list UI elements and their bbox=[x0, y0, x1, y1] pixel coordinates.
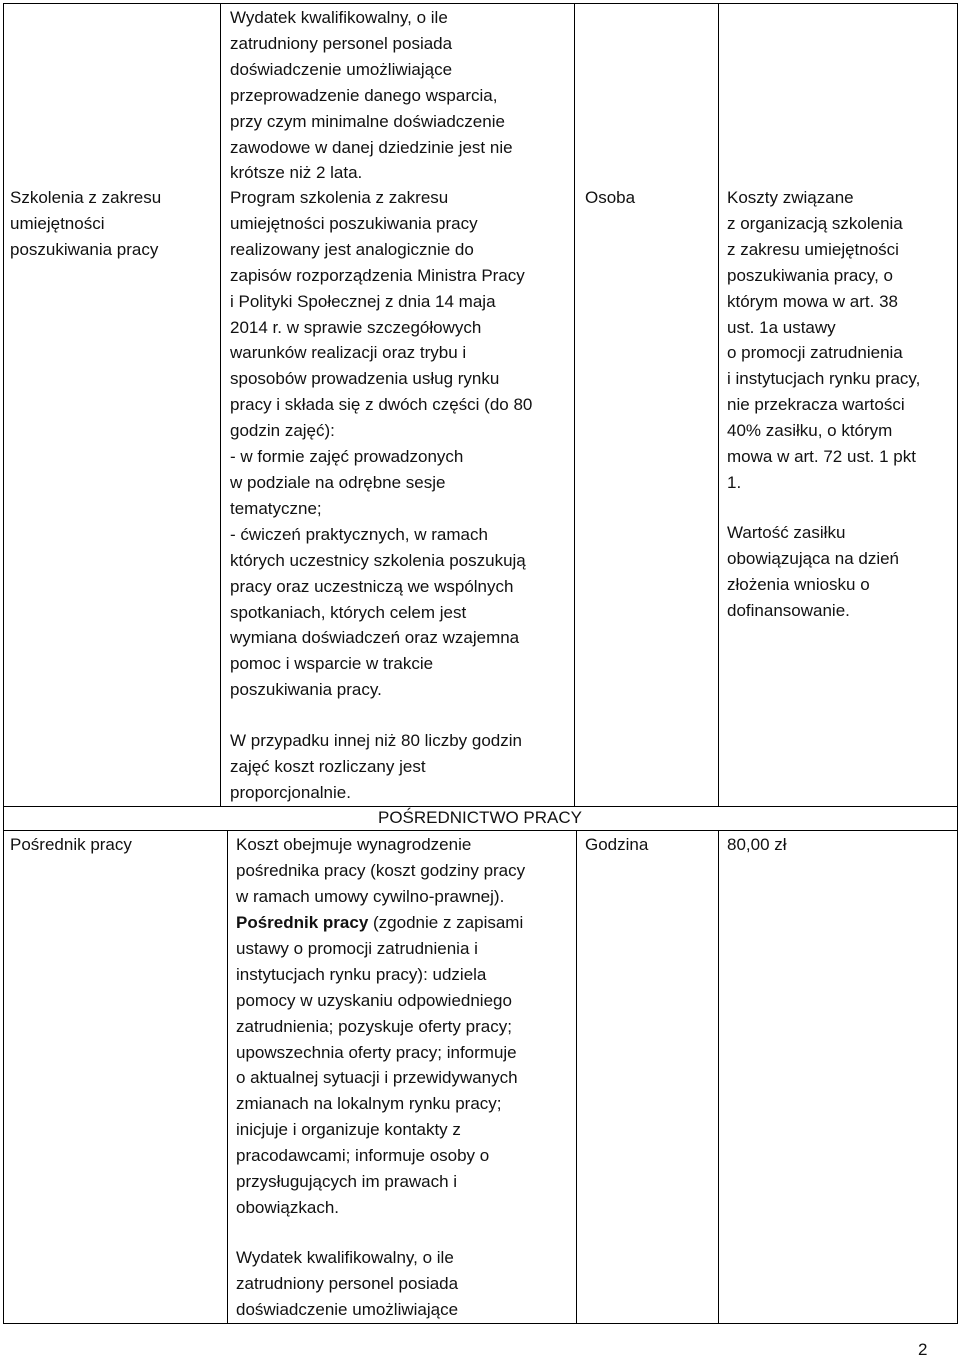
row2-role-text: (zgodnie z zapisami ustawy o promocji zatrudnienia i instytucjach rynku pracy): udziela pomocy w uzyskaniu odpowiedniego zatrudnienia; pozyskuje oferty pracy; upowszechnia oferty pracy; informuje o aktualnej sytuacji i przewidywanych zmianach na lokalnym rynku pracy; inicjuje i organizuje kontakty z pracodawcami; informuje osoby o przysługujących im prawach i obowiązkach. bbox=[236, 913, 524, 1217]
row1-unit-cell: Osoba bbox=[585, 188, 636, 207]
row1-col-divider-3 bbox=[718, 3, 719, 806]
page-number: 2 bbox=[918, 1340, 928, 1359]
row1-price-note: Wartość zasiłku obowiązująca na dzień złożenia wniosku o dofinansowanie. bbox=[727, 523, 900, 620]
row2-col-divider-3 bbox=[718, 830, 719, 1323]
section-header-posrednictwo: POŚREDNICTWO PRACY bbox=[377, 808, 583, 827]
row2-col-divider-1 bbox=[227, 830, 228, 1323]
row1-name-cell: Szkolenia z zakresu umiejętności poszukiwania pracy bbox=[10, 188, 162, 259]
row2-unit-cell: Godzina bbox=[585, 835, 649, 854]
row2-description-cost: Koszt obejmuje wynagrodzenie pośrednika pracy (koszt godziny pracy w ramach umowy cywilno-prawnej). bbox=[236, 835, 526, 906]
row1-price-cell: Koszty związane z organizacją szkolenia z zakresu umiejętności poszukiwania pracy, o którym mowa w art. 38 ust. 1a ustawy o promocji zatrudnienia i instytucjach rynku pracy, nie przekracza wartości 40% zasiłku, o którym mowa w art. 72 ust. 1 pkt 1. bbox=[727, 188, 921, 492]
row2-col-divider-2 bbox=[576, 830, 577, 1323]
row1-col-divider-2 bbox=[574, 3, 575, 806]
row2-description-qualification: Wydatek kwalifikowalny, o ile zatrudniony personel posiada doświadczenie umożliwiające bbox=[236, 1248, 459, 1319]
row1-description-hours: W przypadku innej niż 80 liczby godzin zajęć koszt rozliczany jest proporcjonalnie. bbox=[230, 731, 522, 802]
row1-description-program: Program szkolenia z zakresu umiejętności poszukiwania pracy realizowany jest analogicznie do zapisów rozporządzenia Ministra Pracy i Polityki Społecznej z dnia 14 maja 2014 r. w sprawie szczegółowych warunków realizacji oraz trybu i sposobów prowadzenia usług rynku pracy i składa się z dwóch części (do 80 godzin zajęć): - w formie zajęć prowadzonych w podziale na odrębne sesje tematyczne; - ćwiczeń praktycznych, w ramach których uczestnicy szkolenia poszukują pracy oraz uczestniczą we wspólnych spotkaniach, których celem jest wymiana doświadczeń oraz wzajemna pomoc i wsparcie w trakcie poszukiwania pracy. bbox=[230, 188, 533, 700]
table-border-left bbox=[3, 3, 4, 1324]
row2-price-cell: 80,00 zł bbox=[727, 835, 787, 854]
row1-col-divider-1 bbox=[220, 3, 221, 806]
table-border-top bbox=[3, 3, 958, 4]
row1-description-intro: Wydatek kwalifikowalny, o ile zatrudniony personel posiada doświadczenie umożliwiające przeprowadzenie danego wsparcia, przy czym minimalne doświadczenie zawodowe w danej dziedzinie jest nie krótsze niż 2 lata. bbox=[230, 8, 513, 183]
row2-name-cell: Pośrednik pracy bbox=[10, 835, 132, 854]
row2-description-role bbox=[236, 910, 523, 1221]
table-border-right bbox=[957, 3, 958, 1324]
row2-role-title: Pośrednik pracy bbox=[236, 913, 369, 932]
table-border-bottom bbox=[3, 1323, 958, 1324]
